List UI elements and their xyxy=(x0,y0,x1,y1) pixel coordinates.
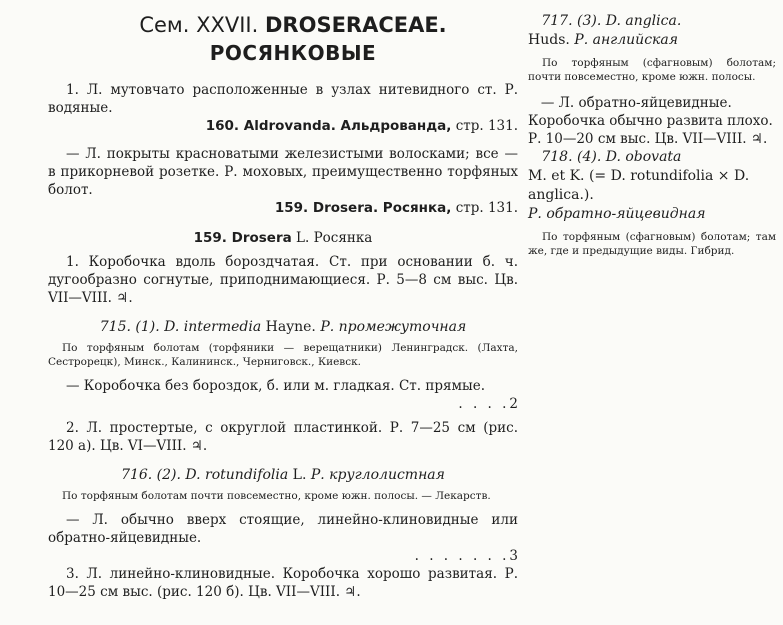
family-title-russian: РОСЯНКОВЫЕ xyxy=(209,41,377,65)
species-716-habitat: По торфяным болотам почти повсеместно, кроме южн. полосы. — Лекарств. xyxy=(62,490,491,502)
species-number: 718. (4). xyxy=(541,149,602,165)
genus-heading-name: 159. Drosera xyxy=(193,230,292,246)
couplet-text: — Л. обычно вверх стоящие, линейно-клиновидные или обратно-яйцевидные. xyxy=(48,512,518,546)
species-716-heading xyxy=(48,465,518,485)
key-couplet-2b xyxy=(48,511,518,547)
species-latin-name: D. anglica. xyxy=(605,13,682,29)
genus-heading-rest: L. Росянка xyxy=(296,230,373,246)
key-genera-couplet-1: 1. Л. мутовчато расположенные в узлах нитевидного ст. Р. водяные. xyxy=(48,82,518,116)
key-genera-ref-2 xyxy=(48,199,518,217)
species-russian-name: Р. обратно-яйцевидная xyxy=(528,206,706,222)
species-718-habitat: По торфяным (сфагновым) болотам; там же, где и предыдущие виды. Гибрид. xyxy=(528,231,776,257)
species-717-habitat: По торфяным (сфагновым) болотам; почти повсеместно, кроме южн. полосы. xyxy=(528,57,776,83)
species-author: M. et K. (= D. rotundifolia × D. anglica.). xyxy=(528,168,750,203)
family-title xyxy=(68,12,518,39)
key-couplet-3b xyxy=(528,94,776,148)
species-latin-name: D. rotundifolia xyxy=(185,467,289,483)
species-number: 715. (1). xyxy=(99,319,160,335)
species-latin-name: D. intermedia xyxy=(164,319,262,335)
species-author: L. xyxy=(292,467,307,483)
couplet-text: — Коробочка без бороздок, б. или м. гладкая. Ст. прямые. xyxy=(66,378,486,394)
genus-heading xyxy=(48,229,518,247)
species-author: Huds. xyxy=(528,32,570,48)
key-couplet-1b-lead: . . . . 2 xyxy=(458,396,518,412)
species-number: 716. (2). xyxy=(121,467,181,483)
key-couplet-1b xyxy=(48,377,518,395)
key-couplet-3: 3. Л. линейно-клиновидные. Коробочка хорошо развитая. Р. 10—25 см выс. (рис. 120 б). Цв. VII—VIII. ♃. xyxy=(48,566,518,600)
species-number: 717. (3). xyxy=(541,13,602,29)
key-couplet-2: 2. Л. простертые, с округлой пластинкой. Р. 7—25 см (рис. 120 а). Цв. VI—VIII. ♃. xyxy=(48,420,518,454)
key-couplet-1: 1. Коробочка вдоль бороздчатая. Ст. при основании б. ч. дугообразно согнутые, приподнимающиеся. Р. 5—8 см выс. Цв. VII—VIII. ♃. xyxy=(48,254,518,306)
species-718-heading xyxy=(528,148,776,224)
goto-number: 2 xyxy=(509,396,518,412)
species-author: Hayne. xyxy=(265,319,316,335)
couplet-text: — Л. обратно-яйцевидные. Коробочка обычно развита плохо. Р. 10—20 см выс. Цв. VII—VIII. ♃. xyxy=(528,95,773,147)
ref-genus-aldrovanda: 160. Aldrovanda. Альдрованда, xyxy=(205,118,452,134)
species-717-heading xyxy=(528,12,776,50)
right-column xyxy=(528,12,776,258)
left-column xyxy=(48,12,518,601)
species-715-heading xyxy=(48,317,518,337)
goto-number: 3 xyxy=(509,548,518,564)
species-russian-name: Р. круглолистная xyxy=(310,467,445,483)
ref-page: стр. 131. xyxy=(455,200,518,216)
species-latin-name: D. obovata xyxy=(605,149,682,165)
key-couplet-2b-lead: . . . . . . . 3 xyxy=(414,548,518,564)
species-715-habitat: По торфяным болотам (торфяники — верещатники) Ленинградск. (Лахта, Сестрорецк), Минск., Калининск., Черниговск., Киевск. xyxy=(48,342,518,368)
family-title-latin: DROSERACEAE. xyxy=(264,13,447,37)
ref-page: стр. 131. xyxy=(455,118,518,134)
ref-genus-drosera: 159. Drosera. Росянка, xyxy=(274,200,452,216)
species-russian-name: Р. английская xyxy=(574,32,679,48)
key-genera-couplet-2: — Л. покрыты красноватыми железистыми волосками; все — в прикорневой розетке. Р. моховых, преимущественно торфяных болот. xyxy=(48,146,518,198)
family-title-prefix: Сем. XXVII. xyxy=(139,13,259,37)
species-russian-name: Р. промежуточная xyxy=(320,319,467,335)
key-genera-ref-1 xyxy=(48,117,518,135)
